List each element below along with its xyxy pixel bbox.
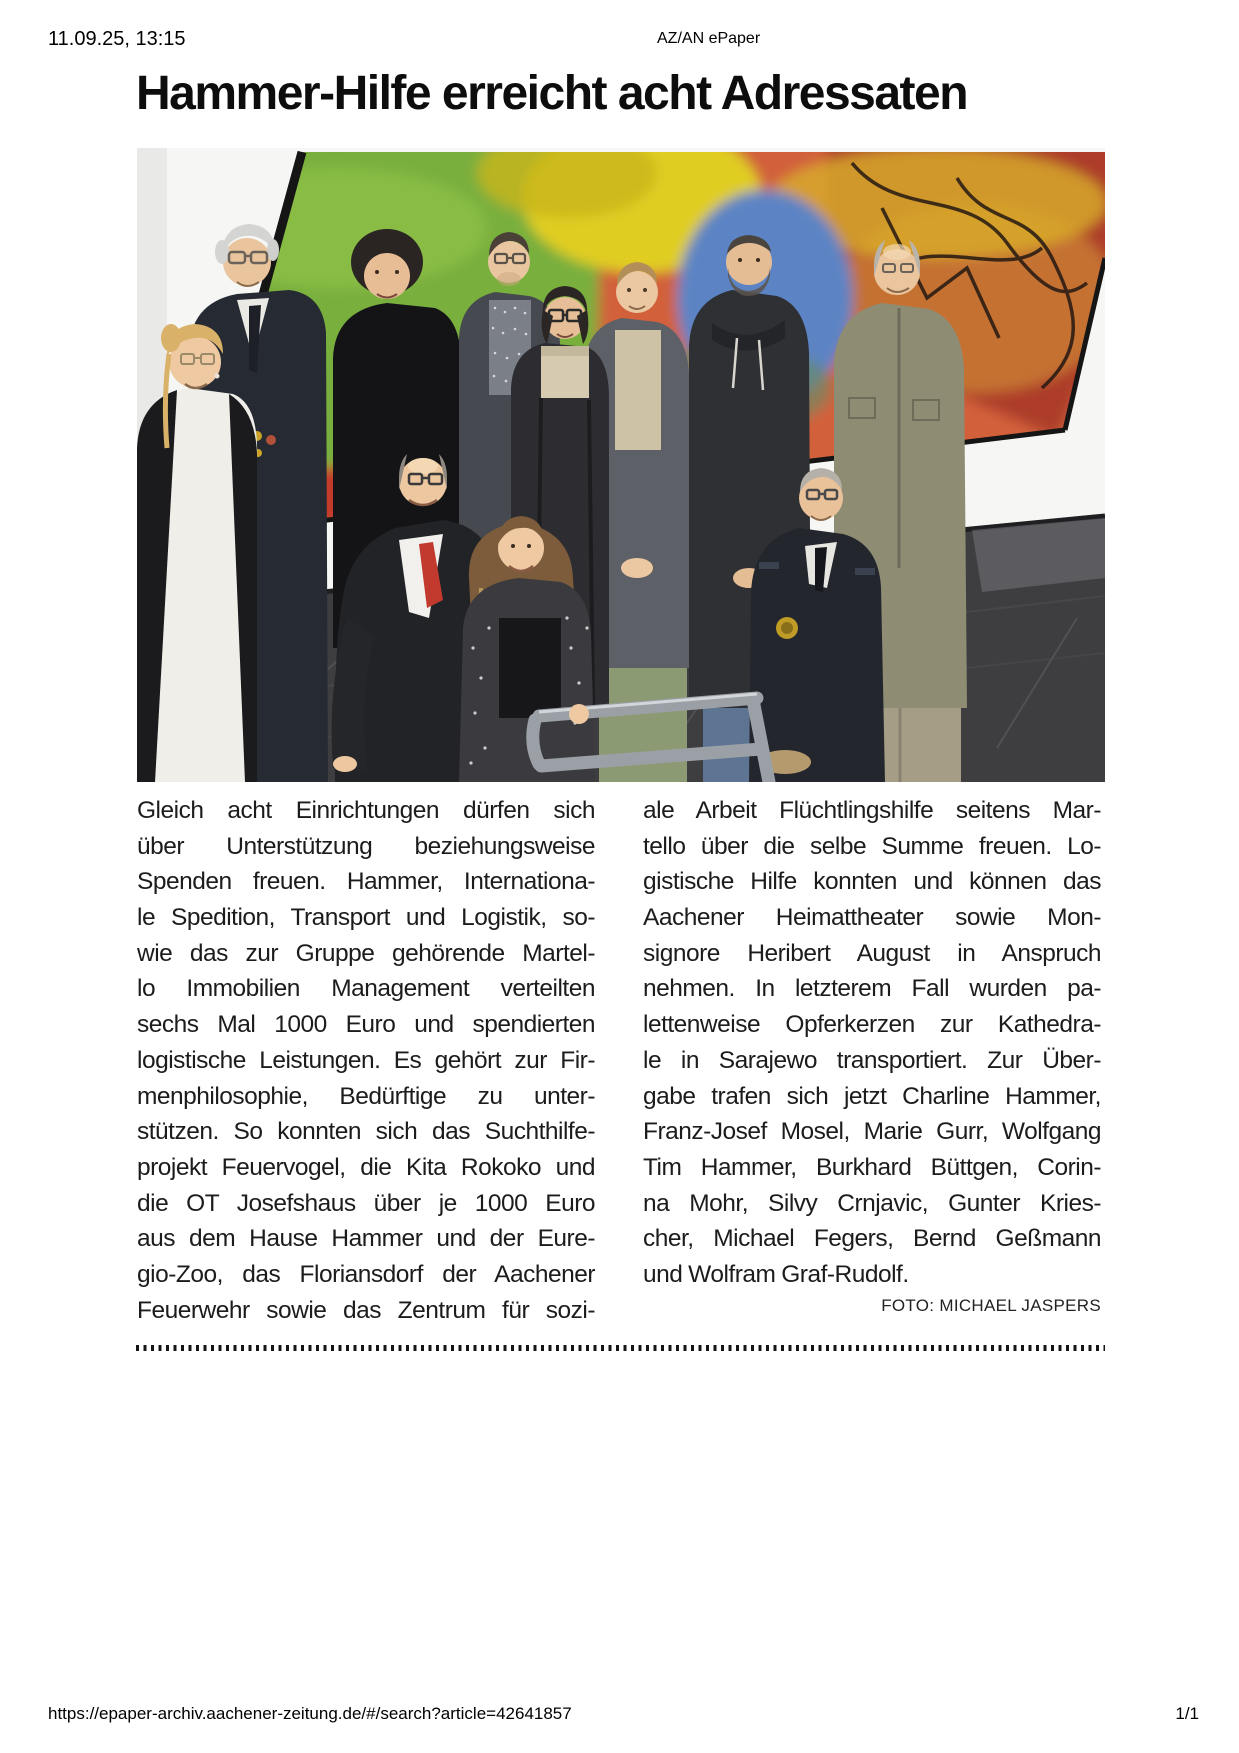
text-line: menphilosophie, Bedürftige zu unter- [137, 1082, 595, 1110]
text-line: gabe trafen sich jetzt Charline Hammer, [643, 1082, 1101, 1110]
text-line: gio-Zoo, das Floriansdorf der Aachener [137, 1260, 595, 1288]
text-line: cher, Michael Fegers, Bernd Geßmann [643, 1225, 1101, 1253]
text-line: aus dem Hause Hammer und der Eure- [137, 1225, 595, 1253]
text-line: lettenweise Opferkerzen zur Kathedra- [643, 1011, 1101, 1039]
text-line: Franz-Josef Mosel, Marie Gurr, Wolfgang [643, 1118, 1101, 1146]
print-header-date: 11.09.25, 13:15 [48, 28, 186, 50]
text-line: über Unterstützung beziehungsweise [137, 832, 595, 860]
text-line: le in Sarajewo transportiert. Zur Über- [643, 1046, 1101, 1074]
photo-credit: FOTO: MICHAEL JASPERS [881, 1296, 1101, 1315]
text-line: Tim Hammer, Burkhard Büttgen, Corin- [643, 1153, 1101, 1181]
text-line: ale Arbeit Flüchtlingshilfe seitens Mar- [643, 797, 1101, 824]
print-header-title: AZ/AN ePaper [657, 30, 761, 47]
text-line: le Spedition, Transport und Logistik, so- [137, 904, 595, 932]
print-footer-url: https://epaper-archiv.aachener-zeitung.de/#/search?article=42641857 [48, 1704, 572, 1723]
dotted-divider [136, 1345, 1105, 1351]
article-headline: Hammer-Hilfe erreicht acht Adressaten [136, 67, 968, 120]
text-line: logistische Leistungen. Es gehört zur Fir- [137, 1046, 595, 1074]
text-line: Gleich acht Einrichtungen dürfen sich [137, 797, 595, 824]
text-line: sechs Mal 1000 Euro und spendierten [137, 1011, 595, 1039]
text-line: projekt Feuervogel, die Kita Rokoko und [137, 1153, 595, 1181]
article-body-right-column [643, 793, 1101, 1293]
print-footer-page: 1/1 [1175, 1704, 1199, 1723]
group-photo-illustration [137, 148, 1105, 782]
text-line: signore Heribert August in Anspruch [643, 939, 1101, 967]
article-photo [137, 148, 1105, 782]
text-line: und Wolfram Graf-Rudolf. [643, 1260, 909, 1288]
text-line: nehmen. In letzterem Fall wurden pa- [643, 975, 1101, 1003]
text-line: stützen. So konnten sich das Suchthilfe- [137, 1118, 595, 1146]
hand-on-railing [569, 704, 589, 724]
text-line: Feuerwehr sowie das Zentrum für sozi- [137, 1296, 595, 1324]
text-line: na Mohr, Silvy Crnjavic, Gunter Kries- [643, 1189, 1101, 1217]
text-line: gistische Hilfe konnten und können das [643, 868, 1101, 896]
text-line: Aachener Heimattheater sowie Mon- [643, 904, 1101, 932]
text-line: Spenden freuen. Hammer, Internationa- [137, 868, 595, 896]
text-line: die OT Josefshaus über je 1000 Euro [137, 1189, 595, 1217]
text-line: tello über die selbe Summe freuen. Lo- [643, 832, 1101, 860]
text-line: wie das zur Gruppe gehörende Martel- [137, 939, 595, 967]
article-body-left-column [137, 793, 595, 1328]
text-line: lo Immobilien Management verteilten [137, 975, 595, 1003]
